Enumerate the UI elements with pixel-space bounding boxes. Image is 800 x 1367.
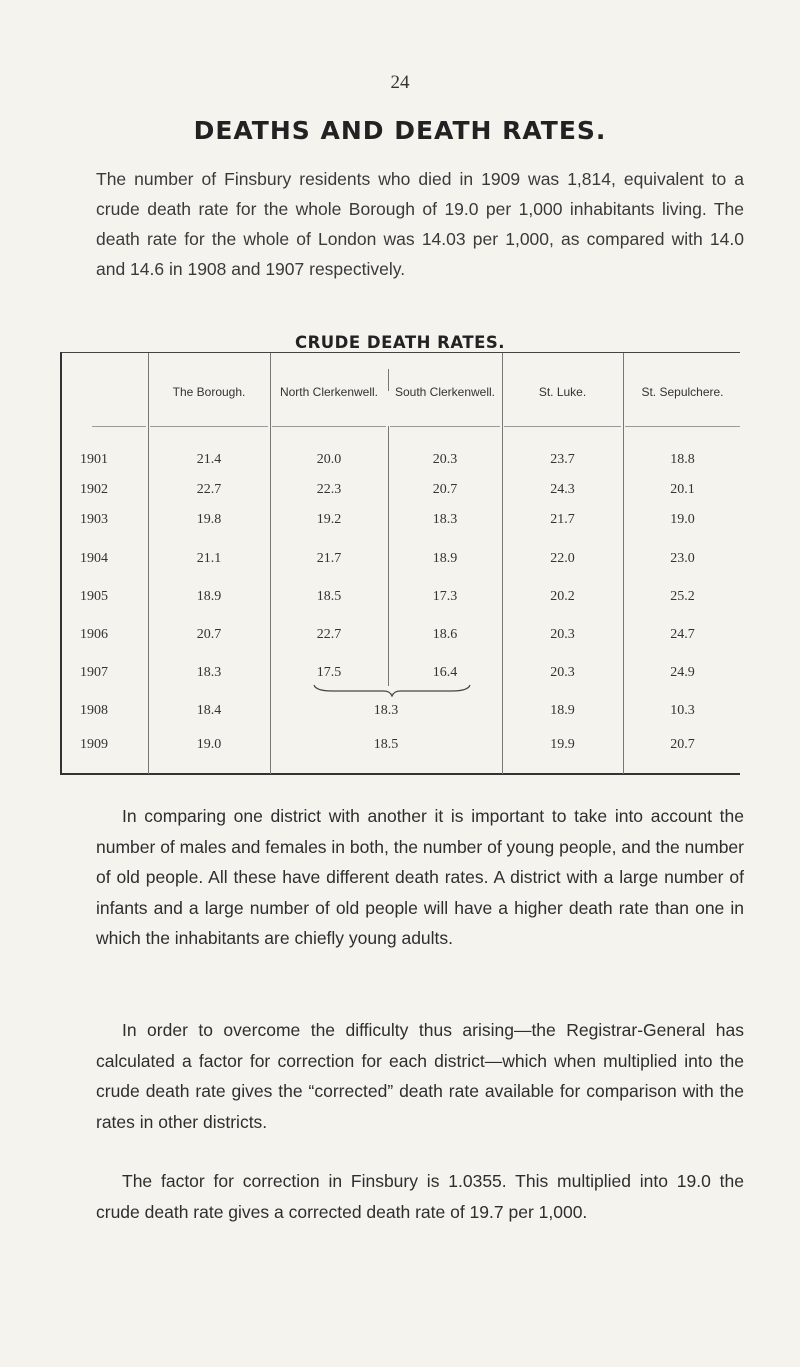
row-year: 1906 — [80, 627, 108, 642]
header-rule — [272, 426, 386, 427]
intro-paragraph: The number of Finsbury residents who died in 1909 was 1,814, equivalent to a crude death rate for the whole Borough of 19.0 per 1,000 inhabitants living. The death rate for the whole of London was 14.03 per 1,000, as compared with 14.0 and 14.6 in 1908 and 1907 respectively. — [96, 169, 744, 279]
cell-south-clerkenwell: 17.3 — [432, 589, 458, 604]
cell-borough: 19.0 — [196, 737, 222, 752]
cell-south-clerkenwell: 20.3 — [432, 452, 458, 467]
row-year: 1902 — [80, 482, 108, 497]
cell-st-luke: 21.7 — [550, 512, 575, 527]
cell-st-sepulchre: 24.9 — [670, 665, 695, 680]
cell-st-luke: 24.3 — [550, 482, 575, 497]
cell-borough: 18.3 — [196, 665, 222, 680]
cell-st-sepulchre: 24.7 — [670, 627, 695, 642]
cell-st-sepulchre: 10.3 — [670, 703, 695, 718]
cell-clerkenwell-combined: 18.3 — [373, 703, 399, 718]
page-heading: DEATHS AND DEATH RATES. — [193, 116, 607, 145]
header-borough: The Borough. — [172, 384, 246, 399]
cell-st-luke: 20.3 — [550, 665, 575, 680]
cell-south-clerkenwell: 20.7 — [432, 482, 458, 497]
cell-st-sepulchre: 23.0 — [670, 551, 695, 566]
cell-st-sepulchre: 20.7 — [670, 737, 695, 752]
cell-borough: 22.7 — [196, 482, 222, 497]
cell-north-clerkenwell: 20.0 — [316, 452, 342, 467]
cell-borough: 20.7 — [196, 627, 222, 642]
row-year: 1907 — [80, 665, 108, 680]
paragraph-correction-factor: In order to overcome the difficulty thus arising—the Registrar-General has calculated a factor for correction for each district—which when multiplied into the crude death rate gives the “corrected” death rate available for comparison with the rates in other districts. — [96, 1020, 744, 1132]
header-rule — [390, 426, 500, 427]
cell-borough: 18.9 — [196, 589, 222, 604]
header-north-clerkenwell: North Clerkenwell. — [279, 384, 379, 399]
cell-st-luke: 23.7 — [550, 452, 575, 467]
cell-south-clerkenwell: 16.4 — [432, 665, 458, 680]
cell-st-sepulchre: 19.0 — [670, 512, 695, 527]
cell-st-luke: 20.3 — [550, 627, 575, 642]
cell-south-clerkenwell: 18.9 — [432, 551, 458, 566]
cell-st-luke: 18.9 — [550, 703, 575, 718]
table-title: CRUDE DEATH RATES. — [294, 333, 506, 352]
cell-st-sepulchre: 18.8 — [670, 452, 695, 467]
clerkenwell-brace — [312, 683, 472, 697]
cell-borough: 21.1 — [196, 551, 222, 566]
cell-st-luke: 20.2 — [550, 589, 575, 604]
cell-north-clerkenwell: 18.5 — [316, 589, 342, 604]
row-year: 1903 — [80, 512, 108, 527]
header-st-sepulchre: St. Sepulchere. — [641, 384, 724, 399]
row-year: 1909 — [80, 737, 108, 752]
cell-south-clerkenwell: 18.6 — [432, 627, 458, 642]
header-rule — [92, 426, 146, 427]
cell-north-clerkenwell: 17.5 — [316, 665, 342, 680]
paragraph-corrected-rate: The factor for correction in Finsbury is 1.0355. This multiplied into 19.0 the crude death rate gives a corrected death rate of 19.7 per 1,000. — [96, 1171, 744, 1222]
cell-st-sepulchre: 25.2 — [670, 589, 695, 604]
header-rule — [150, 426, 268, 427]
cell-north-clerkenwell: 22.3 — [316, 482, 342, 497]
header-rule — [625, 426, 740, 427]
cell-clerkenwell-combined: 18.5 — [373, 737, 399, 752]
row-year: 1904 — [80, 551, 108, 566]
row-year: 1908 — [80, 703, 108, 718]
cell-borough: 19.8 — [196, 512, 222, 527]
cell-north-clerkenwell: 21.7 — [316, 551, 342, 566]
row-year: 1901 — [80, 452, 108, 467]
cell-north-clerkenwell: 22.7 — [316, 627, 342, 642]
header-south-clerkenwell: South Clerkenwell. — [394, 384, 496, 399]
cell-st-sepulchre: 20.1 — [670, 482, 695, 497]
cell-north-clerkenwell: 19.2 — [316, 512, 342, 527]
crude-death-rates-table — [60, 352, 740, 775]
cell-borough: 21.4 — [196, 452, 222, 467]
paragraph-comparison: In comparing one district with another it is important to take into account the number of males and females in both, the number of young people, and the number of old people. All these have different death rates. A district with a large number of infants and a large number of old people will have a higher death rate than one in which the inhabitants are chiefly young adults. — [96, 806, 744, 948]
cell-st-luke: 19.9 — [550, 737, 575, 752]
cell-borough: 18.4 — [196, 703, 222, 718]
cell-south-clerkenwell: 18.3 — [432, 512, 458, 527]
header-st-luke: St. Luke. — [538, 384, 587, 399]
page-number: 24 — [390, 72, 410, 93]
row-year: 1905 — [80, 589, 108, 604]
header-rule — [504, 426, 621, 427]
cell-st-luke: 22.0 — [550, 551, 575, 566]
